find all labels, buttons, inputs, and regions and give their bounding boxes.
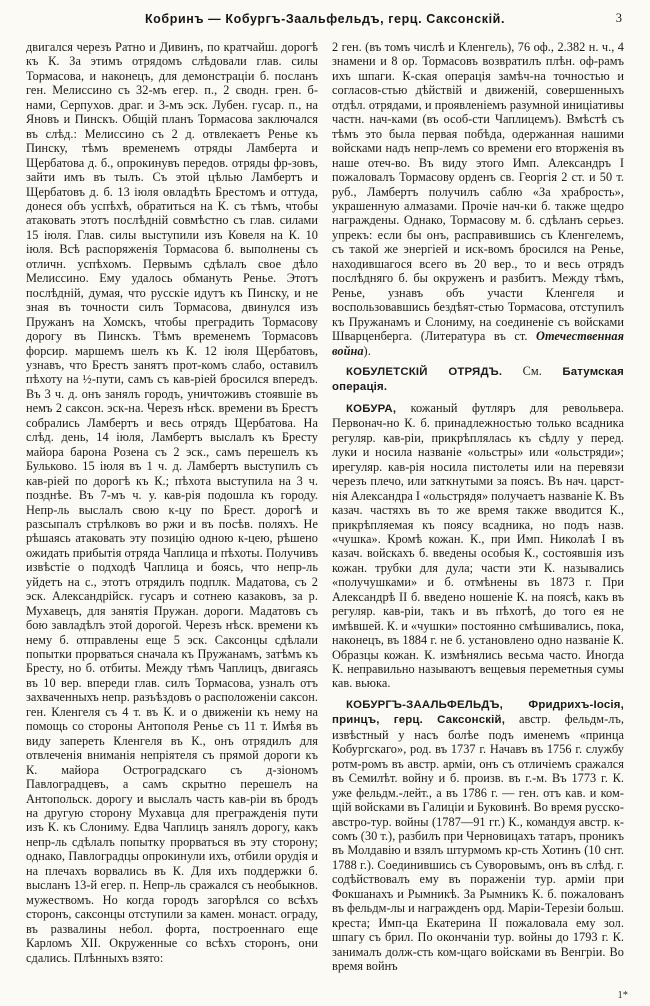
text-columns	[26, 40, 624, 992]
body-text: кожаный футляръ для револьвера. Первонач-но К. б. принадлежностью только всадника регуляр. кав-ріи, прикрѣплялась къ сѣдлу у перед. луки и носила названіе «ольстры» или «ольстряди»; ирегуляр. кав-рія носила пистолеты или на перевязи черезъ плечо, или заткнутыми за поясъ. Въ нач. царст-нія Александра I «ольстрядя» получаетъ названіе К. Въ казач. частяхъ въ то же время также вводится К., прикрѣпляемая къ поясу всадника, но подъ назв. «чушка». Кромѣ кожан. К., при Имп. Николаѣ I въ казач. войскахъ б. введены особыя К., состоявшія изъ кожан. трубки для дула; части эти К. назывались «получушками» и б. отмѣнены въ 1873 г. При Александрѣ II б. введено ношеніе К. на поясѣ, какъ въ регуляр. кав-ріи, такъ и въ пѣхотѣ, до того ея не имѣвшей. К. и «чушки» постоянно смѣшивались, пока, наконецъ, въ 1884 г. не б. установлено одно названіе К. Образцы кожан. К. измѣнялись весьма часто. Иногда К. неправильно называютъ вещевыя переметныя сумы кав. вьюка.	[332, 400, 624, 691]
page-number: 3	[615, 11, 622, 25]
paragraph	[26, 40, 318, 965]
page-title: Кобринъ — Кобургъ-Заальфельдъ, герц. Саксонскій.	[144, 12, 506, 26]
entry-headword: Батумская операція.	[332, 365, 624, 394]
body-text: 2 ген. (въ томъ числѣ и Кленгель), 76 оф., 2.382 н. ч., 4 знамени и 8 ор. Тормасовъ возвратилъ плѣн. оф-рамъ ихъ шпаги. К-ская операція замѣч-на точностью и согласов-стью дѣйствій и движеній, совершенныхъ отдѣл. отрядами, и проявленіемъ разумной иниціативы частн. нач-ками (въ особ-сти Чаплицемъ). Вмѣстѣ съ тѣмъ это была первая побѣда, одержанная нашими войсками надъ непр-лемъ со времени его вторженія въ наше отеч-во. Въ виду этого Имп. Александръ I пожаловалъ Тормасову орденъ св. Георгія 2 ст. и 50 т. руб., Ламбертъ получилъ саблю «За храбрость», украшенную алмазами. Прочіе нач-ки б. также щедро награждены. Однако, Тормасову м. б. сдѣланъ серьез. упрекъ: если бы онъ, расправившись съ Кленгелемъ, съ такой же энергіей и иск-вомъ бросился на Ренье, находившагося всего въ 20 вер., то и весь отрядъ послѣдняго б. бы окруженъ и разбитъ. Между тѣмъ, Ренье, узнавъ объ участи Кленгеля и воспользовавшись бездѣят-стью Тормасова, отступилъ къ Пружанамъ и Слониму, на соединеніе съ войсками Шварценберга. (Литература въ ст.	[332, 40, 624, 344]
text-column-right	[332, 40, 624, 992]
cross-reference: Отечественная война	[332, 329, 624, 358]
paragraph	[332, 364, 624, 395]
paragraph	[332, 40, 624, 358]
running-head	[26, 10, 624, 32]
signature-mark: 1*	[617, 990, 628, 1001]
entry-headword: КОБУЛЕТСКІЙ ОТРЯДЪ.	[346, 365, 503, 378]
body-text: двигался черезъ Ратно и Дивинъ, по кратчайш. дорогѣ къ К. За этимъ отрядомъ слѣдовали глав. силы Тормасова, и наконецъ, для демонстраціи б. посланъ ген. Мелиссино съ 32-мъ егер. п., 2 сводн. грен. б-нами, Серпухов. драг. и 3-мъ эск. Лубен. гусар. п., на Яновъ и Пинскъ. Общій планъ Тормасова заключался въ слѣд.: Мелиссино съ 2 д. отвлекаетъ Ренье къ Пинску, тѣмъ временемъ отряды Ламберта и Щербатова д. б., опрокинувъ передов. отряды фр-зовъ, зайти имъ въ тылъ. Съ этой цѣлью Ламбертъ и Щербатовъ д. б. 13 іюля овладѣть Брестомъ и оттуда, донеся объ успѣхѣ, обратиться на К. съ тѣмъ, чтобы атаковать этотъ послѣдній совмѣстно съ глав. силами 15 іюля. Глав. силы выступили изъ Ковеля на К. 10 іюля. Всѣ распоряженія Тормасова б. выполнены съ отличн. успѣхомъ. Первымъ сдѣлалъ свое дѣло Мелиссино. Ему удалось обмануть Ренье. Этотъ послѣдній, думая, что русскіе идутъ къ Пинску, и не зная въ точности силъ Тормасова, двинулся изъ Пружанъ на Хомскъ, чтобы преградить Тормасову дорогу въ Пинскъ. Тѣмъ временемъ Тормасовъ форсир. маршемъ шелъ къ К. 12 іюля Щербатовъ, узнавъ, что Брестъ занятъ прот-комъ слабо, оставилъ пѣхоту на ½-пути, самъ съ кав-ріей бросился впередъ. Въ 3 ч. д. онъ занялъ городъ, уничтоживъ стоявшіе въ немъ 2 саксон. эск-на. Черезъ нѣск. времени въ Брестъ собрались Ламбертъ и весь отрядъ Щербатова. На слѣд. день, 14 іюля, Ламбертъ выслалъ къ Бресту майора барона Розена съ 2 эск., самъ перешелъ къ Бульково. 15 іюля въ 1 ч. д. Ламбертъ выступилъ съ кав-ріей по дорогѣ къ К.; пѣхота выступила на 3 ч. позднѣе. Въ 7-мъ ч. у. кав-рія подошла къ городу. Непр-ль выслалъ свою к-цу по Брест. дорогѣ и разсыпалъ стрѣлковъ во ржи и въ посѣв. поляхъ. Не рѣшаясь атаковать эту позицію одною к-цею, рѣшено ожидать прибытія отряда Чаплица и пѣхоты. Получивъ извѣстіе о подходѣ Чаплица и боясь, что непр-ль уйдетъ на с., этотъ отрядилъ подплк. Мадатова, съ 2 эск. Александрійск. гусаръ и сотнею казаковъ, за р. Мухавецъ, для занятія Пружан. дороги. Мадатовъ съ бою завладѣлъ этой дорогой. Черезъ нѣск. времени къ нему б. отправлены еще 5 эск. Саксонцы сдѣлали попытки прорваться сначала къ Пружанамъ, затѣмъ къ Бресту, но б. отбиты. Между тѣмъ Чаплицъ, двигаясь въ 10 вер. впереди глав. силъ Тормасова, узналъ отъ захваченныхъ непр. разъѣздовъ о расположеніи саксон. ген. Кленгеля съ 4 т. въ К. и о движеніи къ нему на помощь со стороны Антополя Ренье съ 11 т. Имѣя въ виду запереть Кленгеля въ К., онъ отрядилъ для отвлеченія вниманія непріятеля съ прямой дороги къ К. майора Остроградскаго съ д-зіономъ Павлоградцевъ, а самъ скрытно перешелъ на Антопольск. дорогу и выслалъ часть кав-ріи въ бродъ на другую сторону Мухавца для прегражденія пути изъ К. къ Слониму. Едва Чаплицъ занялъ дорогу, какъ непр-ль сдѣлалъ попытку прорваться въ эту сторону; однако, Павлоградцы опрокинули ихъ, отбили орудія и на плечахъ ворвались въ К. Для ихъ поддержки б. высланъ 13-й егер. п. Непр-ль сражался съ необыкнов. мужествомъ. Но когда городъ загорѣлся со всѣхъ сторонъ, саксонцы отступили за камен. монаст. ограду, въ развалины небол. форта, построеннаго еще Карломъ XII. Окруженные со всѣхъ сторонъ, они сдались. Плѣнныхъ взято:	[26, 40, 318, 965]
paragraph	[332, 697, 624, 974]
body-text: ).	[363, 343, 371, 358]
entry-headword: КОБУРГЪ-ЗААЛЬФЕЛЬДЪ, Фридрихъ-Іосія, принцъ, герц. Саксонскій,	[332, 698, 624, 727]
body-text: См.	[502, 363, 563, 378]
entry-headword: КОБУРА,	[346, 402, 397, 415]
text-column-left	[26, 40, 318, 992]
paragraph	[332, 401, 624, 691]
body-text: австр. фельдм-лъ, извѣстный у насъ болѣе подъ именемъ «принца Кобургскаго», род. въ 1737 г. Начавъ въ 1756 г. службу ротм-ромъ въ австр. арміи, онъ съ отличіемъ сражался въ Семилѣт. войну и б. произв. въ г.-м. Въ 1773 г. К. уже фельдм.-лейт., а въ 1786 г. — ген. отъ кав. и ком-щій войсками въ Галиціи и Буковинѣ. Во время русско-австро-тур. войны (1787—91 гг.) К., командуя австр. к-сомъ (30 т.), разбилъ при Черновицахъ татаръ, проникъ въ Молдавію и взялъ штурмомъ кр-сть Хотинъ (10 снт. 1788 г.). Соединившись съ Суворовымъ, онъ въ слѣд. г. содѣйствовалъ ему въ пораженіи тур. арміи при Фокшанахъ и Рымникѣ. За Рымникъ К. б. пожалованъ въ фельдм-лы и награжденъ орд. Маріи-Терезіи больш. креста; Имп-ца Екатерина II пожаловала ему зол. шпагу съ брил. По окончаніи тур. войны до 1793 г. К. занималъ долж-сть ком-щаго войсками въ Венгріи. Во время войнъ	[332, 712, 624, 974]
